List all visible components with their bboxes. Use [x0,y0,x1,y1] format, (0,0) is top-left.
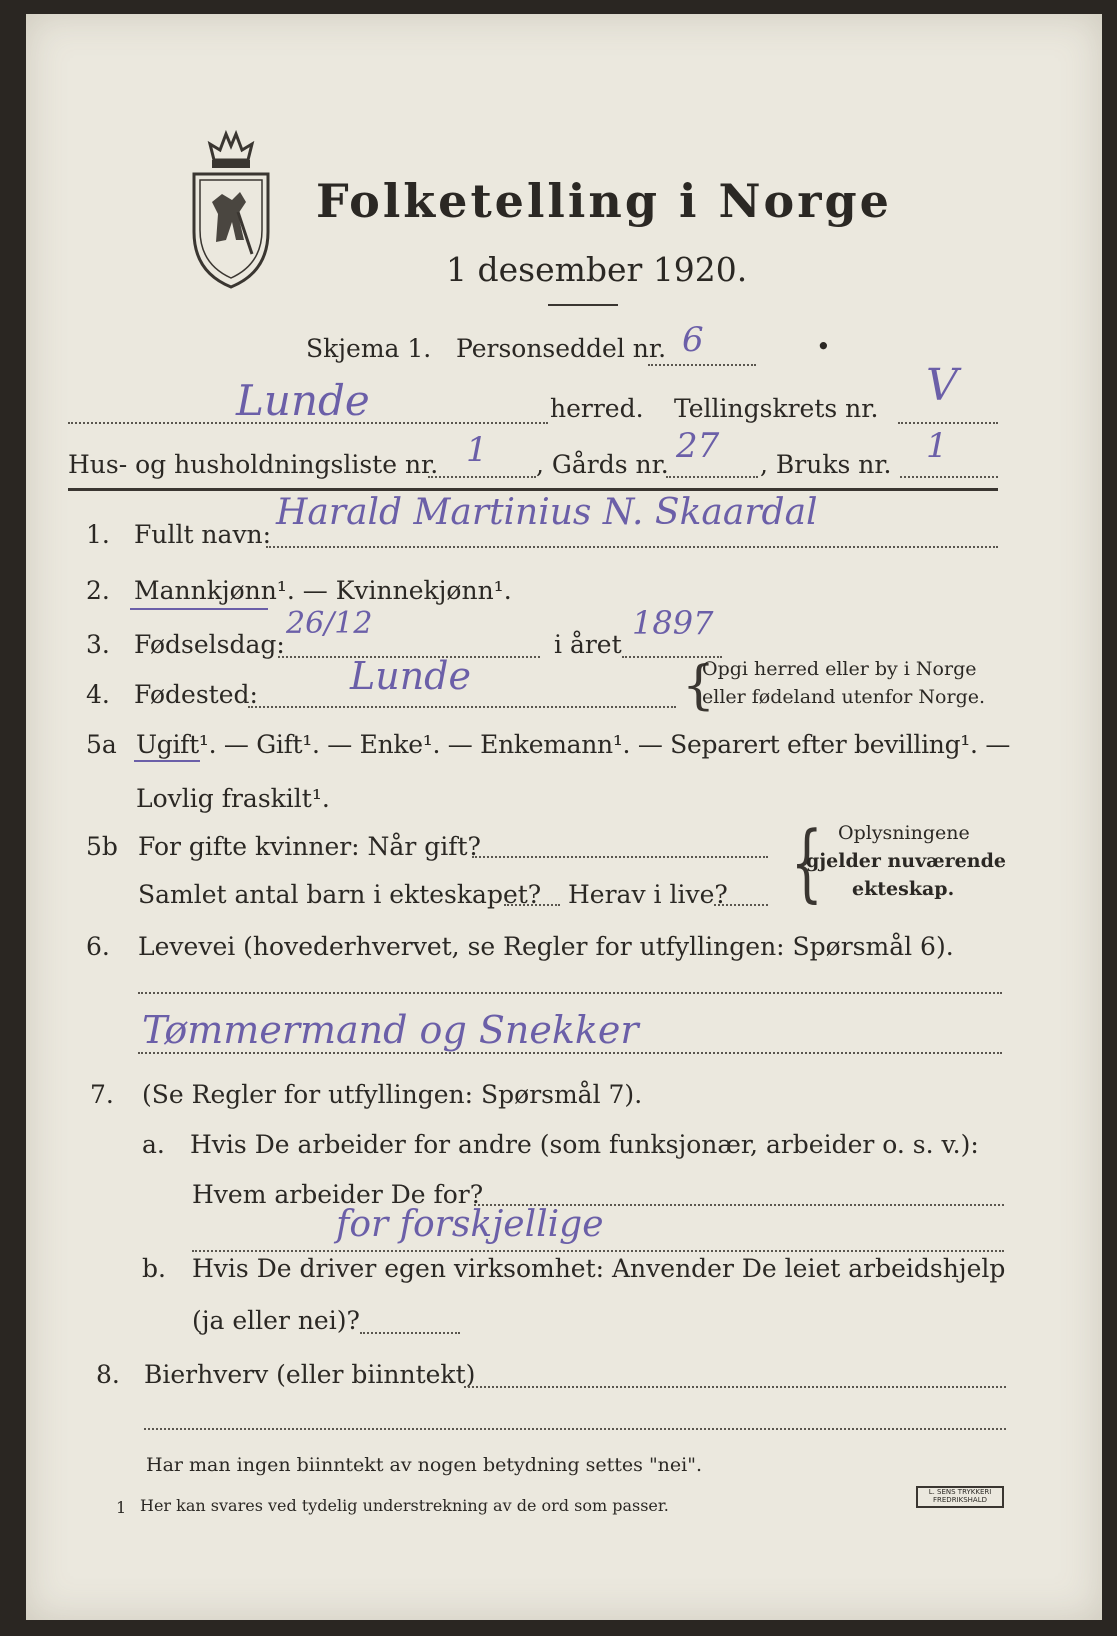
q5a-number: 5a [86,730,117,759]
q6-label: Levevei (hovederhvervet, se Regler for utfyllingen: Spørsmål 6). [138,932,954,961]
q7-number: 7. [90,1080,114,1109]
herred-value: Lunde [236,376,370,425]
q5b-note-2: gjelder nuværende [806,850,1006,872]
q7b-number: b. [142,1254,166,1283]
bruks-line [900,476,998,478]
bullet-dot: • [816,332,831,361]
footer-note: Har man ingen biinntekt av nogen betydning settes "nei". [146,1454,703,1476]
personseddel-label: Personseddel nr. [456,334,667,363]
q2-number: 2. [86,576,110,605]
q7-label: (Se Regler for utfyllingen: Spørsmål 7). [142,1080,643,1109]
gards-label: , Gårds nr. [536,450,669,479]
q8-line-2 [144,1428,1006,1430]
q6-number: 6. [86,932,110,961]
tellingskrets-label: Tellingskrets nr. [674,394,879,423]
q7a-value: for forskjellige [336,1204,604,1245]
q2-label: Mannkjønn¹. — Kvinnekjønn¹. [134,576,512,605]
page-title: Folketelling i Norge [316,174,892,228]
q4-note-2: eller fødeland utenfor Norge. [702,686,986,708]
q5b-label-3: Herav i live? [568,880,728,909]
q8-label: Bierhverv (eller biinntekt) [144,1360,476,1389]
q7b-line [360,1332,460,1334]
q6-value: Tømmermand og Snekker [142,1008,639,1052]
q4-value: Lunde [350,654,471,698]
q7a-label-2: Hvem arbeider De for? [192,1180,484,1209]
q3-number: 3. [86,630,110,659]
q5a-label: Ugift¹. — Gift¹. — Enke¹. — Enkemann¹. — Separert efter bevilling¹. — [136,730,1011,759]
q5b-label: For gifte kvinner: Når gift? [138,832,481,861]
q1-label: Fullt navn: [134,520,272,549]
census-form [26,14,1102,1620]
q3-value: 26/12 [286,606,373,641]
header-divider [68,488,998,491]
tellingskrets-value: V [926,360,958,411]
q5b-line-1 [472,856,768,858]
q5b-line-3 [714,904,768,906]
footnote-number: 1 [116,1498,127,1517]
tellingskrets-line [898,422,998,424]
herred-label: herred. [550,394,644,423]
q1-number: 1. [86,520,110,549]
q7b-label-2: (ja eller nei)? [192,1306,360,1335]
q6-line-2 [138,1052,1002,1054]
q5b-line-2 [504,904,560,906]
footnote-text: Her kan svares ved tydelig understrekning av de ord som passer. [140,1496,669,1515]
q7b-label: Hvis De driver egen virksomhet: Anvender De leiet arbeidshjelp [192,1254,1006,1283]
coat-of-arms-icon [186,122,276,292]
skjema-label: Skjema 1. [306,334,432,363]
hus-value: 1 [466,430,488,470]
q3-year-value: 1897 [632,604,714,642]
q5a-label-2: Lovlig fraskilt¹. [136,784,330,813]
q5b-number: 5b [86,832,118,861]
personseddel-line [648,364,756,366]
q1-value: Harald Martinius N. Skaardal [276,492,818,533]
q8-line-1 [464,1386,1006,1388]
q3-label: Fødselsdag: [134,630,285,659]
q2-underline [130,608,268,610]
census-date: 1 desember 1920. [446,250,748,289]
q4-brace: { [682,656,716,716]
bruks-label: , Bruks nr. [760,450,892,479]
q5a-underline [134,760,200,762]
personseddel-value: 6 [682,320,704,360]
q5b-note-3: ekteskap. [852,878,955,900]
q7a-number: a. [142,1130,165,1159]
q8-number: 8. [96,1360,120,1389]
q6-line-1 [138,992,1002,994]
bruks-value: 1 [926,426,948,466]
q4-note-1: Opgi herred eller by i Norge [702,658,977,680]
q3-year-label: i året [554,630,622,659]
q5b-brace: { [790,813,823,911]
printer-stamp: L. SENS TRYKKERI FREDRIKSHALD [916,1486,1004,1508]
title-divider [548,304,618,306]
gards-line [666,476,758,478]
hus-label: Hus- og husholdningsliste nr. [68,450,439,479]
q4-label: Fødested: [134,680,258,709]
gards-value: 27 [676,426,720,466]
q4-number: 4. [86,680,110,709]
hus-line [428,476,536,478]
q5b-note-1: Oplysningene [838,822,970,844]
q1-line [266,546,998,548]
q5b-label-2: Samlet antal barn i ekteskapet? [138,880,542,909]
q4-line [248,706,676,708]
q7a-line-2 [192,1250,1004,1252]
q7a-label: Hvis De arbeider for andre (som funksjonær, arbeider o. s. v.): [190,1130,979,1159]
